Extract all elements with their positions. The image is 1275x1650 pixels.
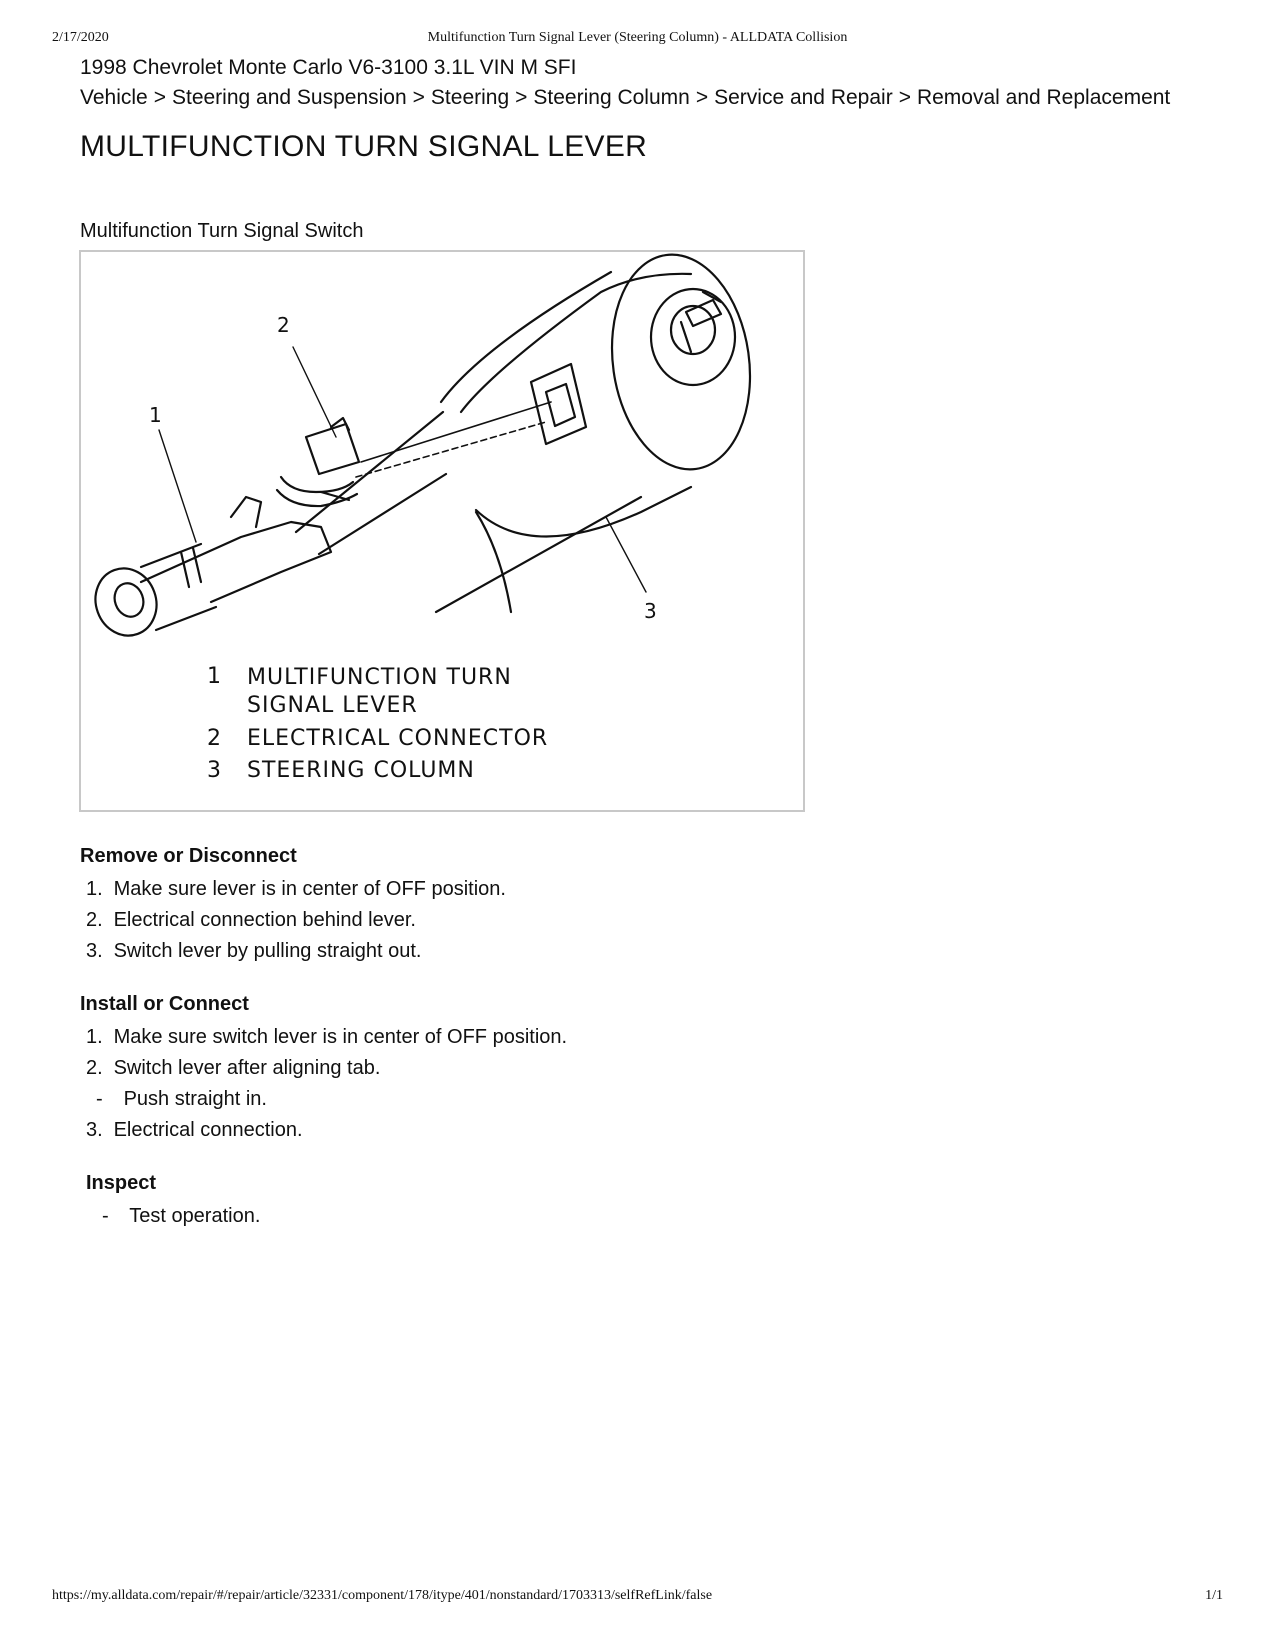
step-list	[80, 874, 506, 967]
breadcrumb-item-steering-and-suspension[interactable]: Steering and Suspension	[171, 86, 407, 109]
column-end-face	[599, 252, 764, 478]
column-lower-edge	[476, 512, 511, 612]
legend-text: MULTIFUNCTION TURN SIGNAL LEVER	[247, 665, 512, 718]
step-number: -	[102, 1205, 109, 1227]
inspect-section	[86, 1172, 260, 1232]
callout-leader-2	[293, 347, 336, 437]
step-text: Electrical connection.	[113, 1119, 303, 1141]
callout-leader-3	[606, 517, 646, 592]
step-text: Push straight in.	[123, 1088, 267, 1110]
legend-text: STEERING COLUMN	[247, 758, 475, 783]
figure-illustration	[79, 250, 805, 812]
breadcrumb-item-vehicle[interactable]: Vehicle	[80, 86, 148, 109]
breadcrumb-separator: >	[695, 86, 709, 109]
step-text: Test operation.	[129, 1205, 261, 1227]
list-item	[80, 1022, 567, 1053]
page-title: MULTIFUNCTION TURN SIGNAL LEVER	[80, 130, 648, 163]
lever-shaft-bottom	[319, 474, 446, 554]
step-list	[86, 1201, 260, 1232]
list-item	[80, 936, 506, 967]
step-number: 3.	[86, 940, 103, 962]
print-date: 2/17/2020	[52, 30, 109, 45]
legend-number: 1	[207, 664, 222, 689]
breadcrumb-item-service-and-repair[interactable]: Service and Repair	[714, 86, 893, 109]
page-number: 1/1	[1205, 1588, 1223, 1603]
breadcrumb-separator: >	[412, 86, 425, 109]
breadcrumb-item-steering[interactable]: Steering	[430, 86, 510, 109]
breadcrumb-separator: >	[515, 86, 528, 109]
step-text: Switch lever after aligning tab.	[113, 1057, 381, 1079]
switch-pocket	[531, 364, 586, 444]
step-number: -	[96, 1088, 103, 1110]
print-url: https://my.alldata.com/repair/#/repair/article/32331/component/178/itype/401/nonstandard/1703313/selfRefLink/false	[52, 1588, 713, 1603]
legend-number: 3	[207, 758, 222, 783]
legend-text: ELECTRICAL CONNECTOR	[247, 726, 549, 751]
section-heading: Inspect	[86, 1172, 157, 1194]
callout-number: 1	[149, 403, 162, 427]
step-text: Electrical connection behind lever.	[113, 909, 416, 931]
step-number: 1.	[86, 1026, 103, 1048]
breadcrumb-separator: >	[898, 86, 911, 109]
breadcrumb	[80, 86, 1170, 110]
callout-number: 3	[644, 599, 657, 623]
remove-section	[80, 845, 506, 967]
list-item	[80, 1053, 567, 1084]
step-number: 2.	[86, 909, 103, 931]
legend-number: 2	[207, 726, 222, 751]
step-text: Make sure switch lever is in center of OFF position.	[113, 1026, 568, 1048]
callout-number: 2	[277, 313, 290, 337]
figure-caption: Multifunction Turn Signal Switch	[80, 220, 364, 242]
list-item	[86, 1201, 260, 1232]
column-bottom-line	[436, 497, 641, 612]
vehicle-title: 1998 Chevrolet Monte Carlo V6-3100 3.1L VIN M SFI	[80, 56, 577, 79]
lever-knob	[86, 560, 166, 644]
section-heading: Install or Connect	[80, 993, 249, 1015]
install-section	[80, 993, 567, 1146]
step-text: Switch lever by pulling straight out.	[113, 940, 422, 962]
callout-leader-1	[159, 430, 196, 542]
breadcrumb-item-removal-and-replacement[interactable]: Removal and Replacement	[916, 86, 1171, 109]
step-number: 3.	[86, 1119, 103, 1141]
step-text: Make sure lever is in center of OFF position.	[113, 878, 506, 900]
list-item	[80, 1084, 567, 1115]
list-item	[80, 874, 506, 905]
print-doc-title: Multifunction Turn Signal Lever (Steering Column) - ALLDATA Collision	[427, 30, 848, 45]
lever-body	[141, 522, 331, 602]
print-header	[52, 30, 1223, 50]
column-top-edge	[441, 272, 611, 402]
breadcrumb-separator: >	[153, 86, 166, 109]
section-heading: Remove or Disconnect	[80, 845, 297, 867]
breadcrumb-item-steering-column[interactable]: Steering Column	[533, 86, 690, 109]
step-list	[80, 1022, 567, 1146]
electrical-connector	[306, 424, 359, 474]
step-number: 1.	[86, 878, 103, 900]
list-item	[80, 1115, 567, 1146]
step-number: 2.	[86, 1057, 103, 1079]
list-item	[80, 905, 506, 936]
column-hub	[651, 289, 735, 385]
